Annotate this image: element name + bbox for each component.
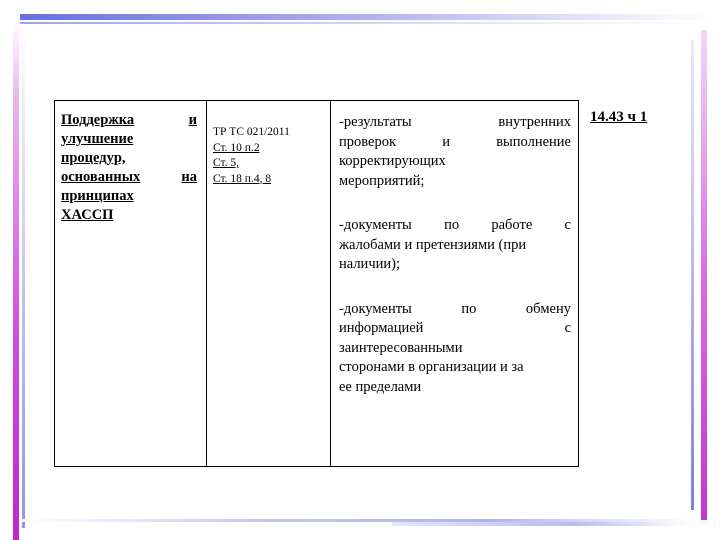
evidence-line: мероприятий; xyxy=(339,172,425,189)
requirement-cell xyxy=(61,111,197,225)
requirement-word: на xyxy=(181,169,197,185)
column-divider xyxy=(330,101,331,466)
top-accent-bar xyxy=(20,14,710,20)
regulation-article: Ст. 18 п.4, 8 xyxy=(213,172,272,185)
top-accent-line xyxy=(20,22,710,24)
evidence-line: жалобами и претензиями (при xyxy=(339,236,527,253)
requirement-line xyxy=(61,111,197,130)
evidence-line: корректирующих xyxy=(339,153,446,169)
clause-reference: 14.43 ч 1 xyxy=(590,109,648,125)
bottom-accent-segment xyxy=(392,522,692,526)
requirement-word: и xyxy=(188,112,197,128)
evidence-line: -результаты внутренних xyxy=(339,114,571,130)
evidence-item xyxy=(339,113,571,191)
evidence-line: -документы по обмену xyxy=(339,300,571,317)
requirement-line: принципах xyxy=(61,188,134,204)
evidence-line: заинтересованными xyxy=(339,339,463,356)
evidence-line: -документы по работе с xyxy=(339,217,571,233)
regulation-name: ТР ТС 021/2011 xyxy=(213,126,290,138)
regulation-reference-cell xyxy=(213,125,325,187)
requirement-word: Поддержка xyxy=(61,112,135,128)
requirement-line xyxy=(61,168,197,187)
right-accent-bar xyxy=(701,30,707,520)
regulation-article: Ст. 5, xyxy=(213,157,240,169)
requirements-table xyxy=(54,100,579,467)
evidence-line: информацией с xyxy=(339,320,571,336)
column-divider xyxy=(206,101,207,466)
requirement-line: ХАССП xyxy=(61,207,114,223)
evidence-line: ее пределами xyxy=(339,378,422,395)
evidence-cell xyxy=(339,113,571,422)
requirement-line: улучшение xyxy=(61,131,134,147)
left-accent-line xyxy=(22,28,25,528)
evidence-line: сторонами в организации и за xyxy=(339,359,524,375)
regulation-article: Ст. 10 п.2 xyxy=(213,141,260,154)
evidence-line: проверок и выполнение xyxy=(339,133,571,150)
requirement-word: основанных xyxy=(61,169,141,185)
evidence-item xyxy=(339,300,571,398)
right-accent-line xyxy=(691,40,694,510)
left-accent-bar xyxy=(13,20,19,540)
requirement-line: процедур, xyxy=(61,150,126,166)
evidence-line: наличии); xyxy=(339,256,400,272)
evidence-item xyxy=(339,216,571,275)
